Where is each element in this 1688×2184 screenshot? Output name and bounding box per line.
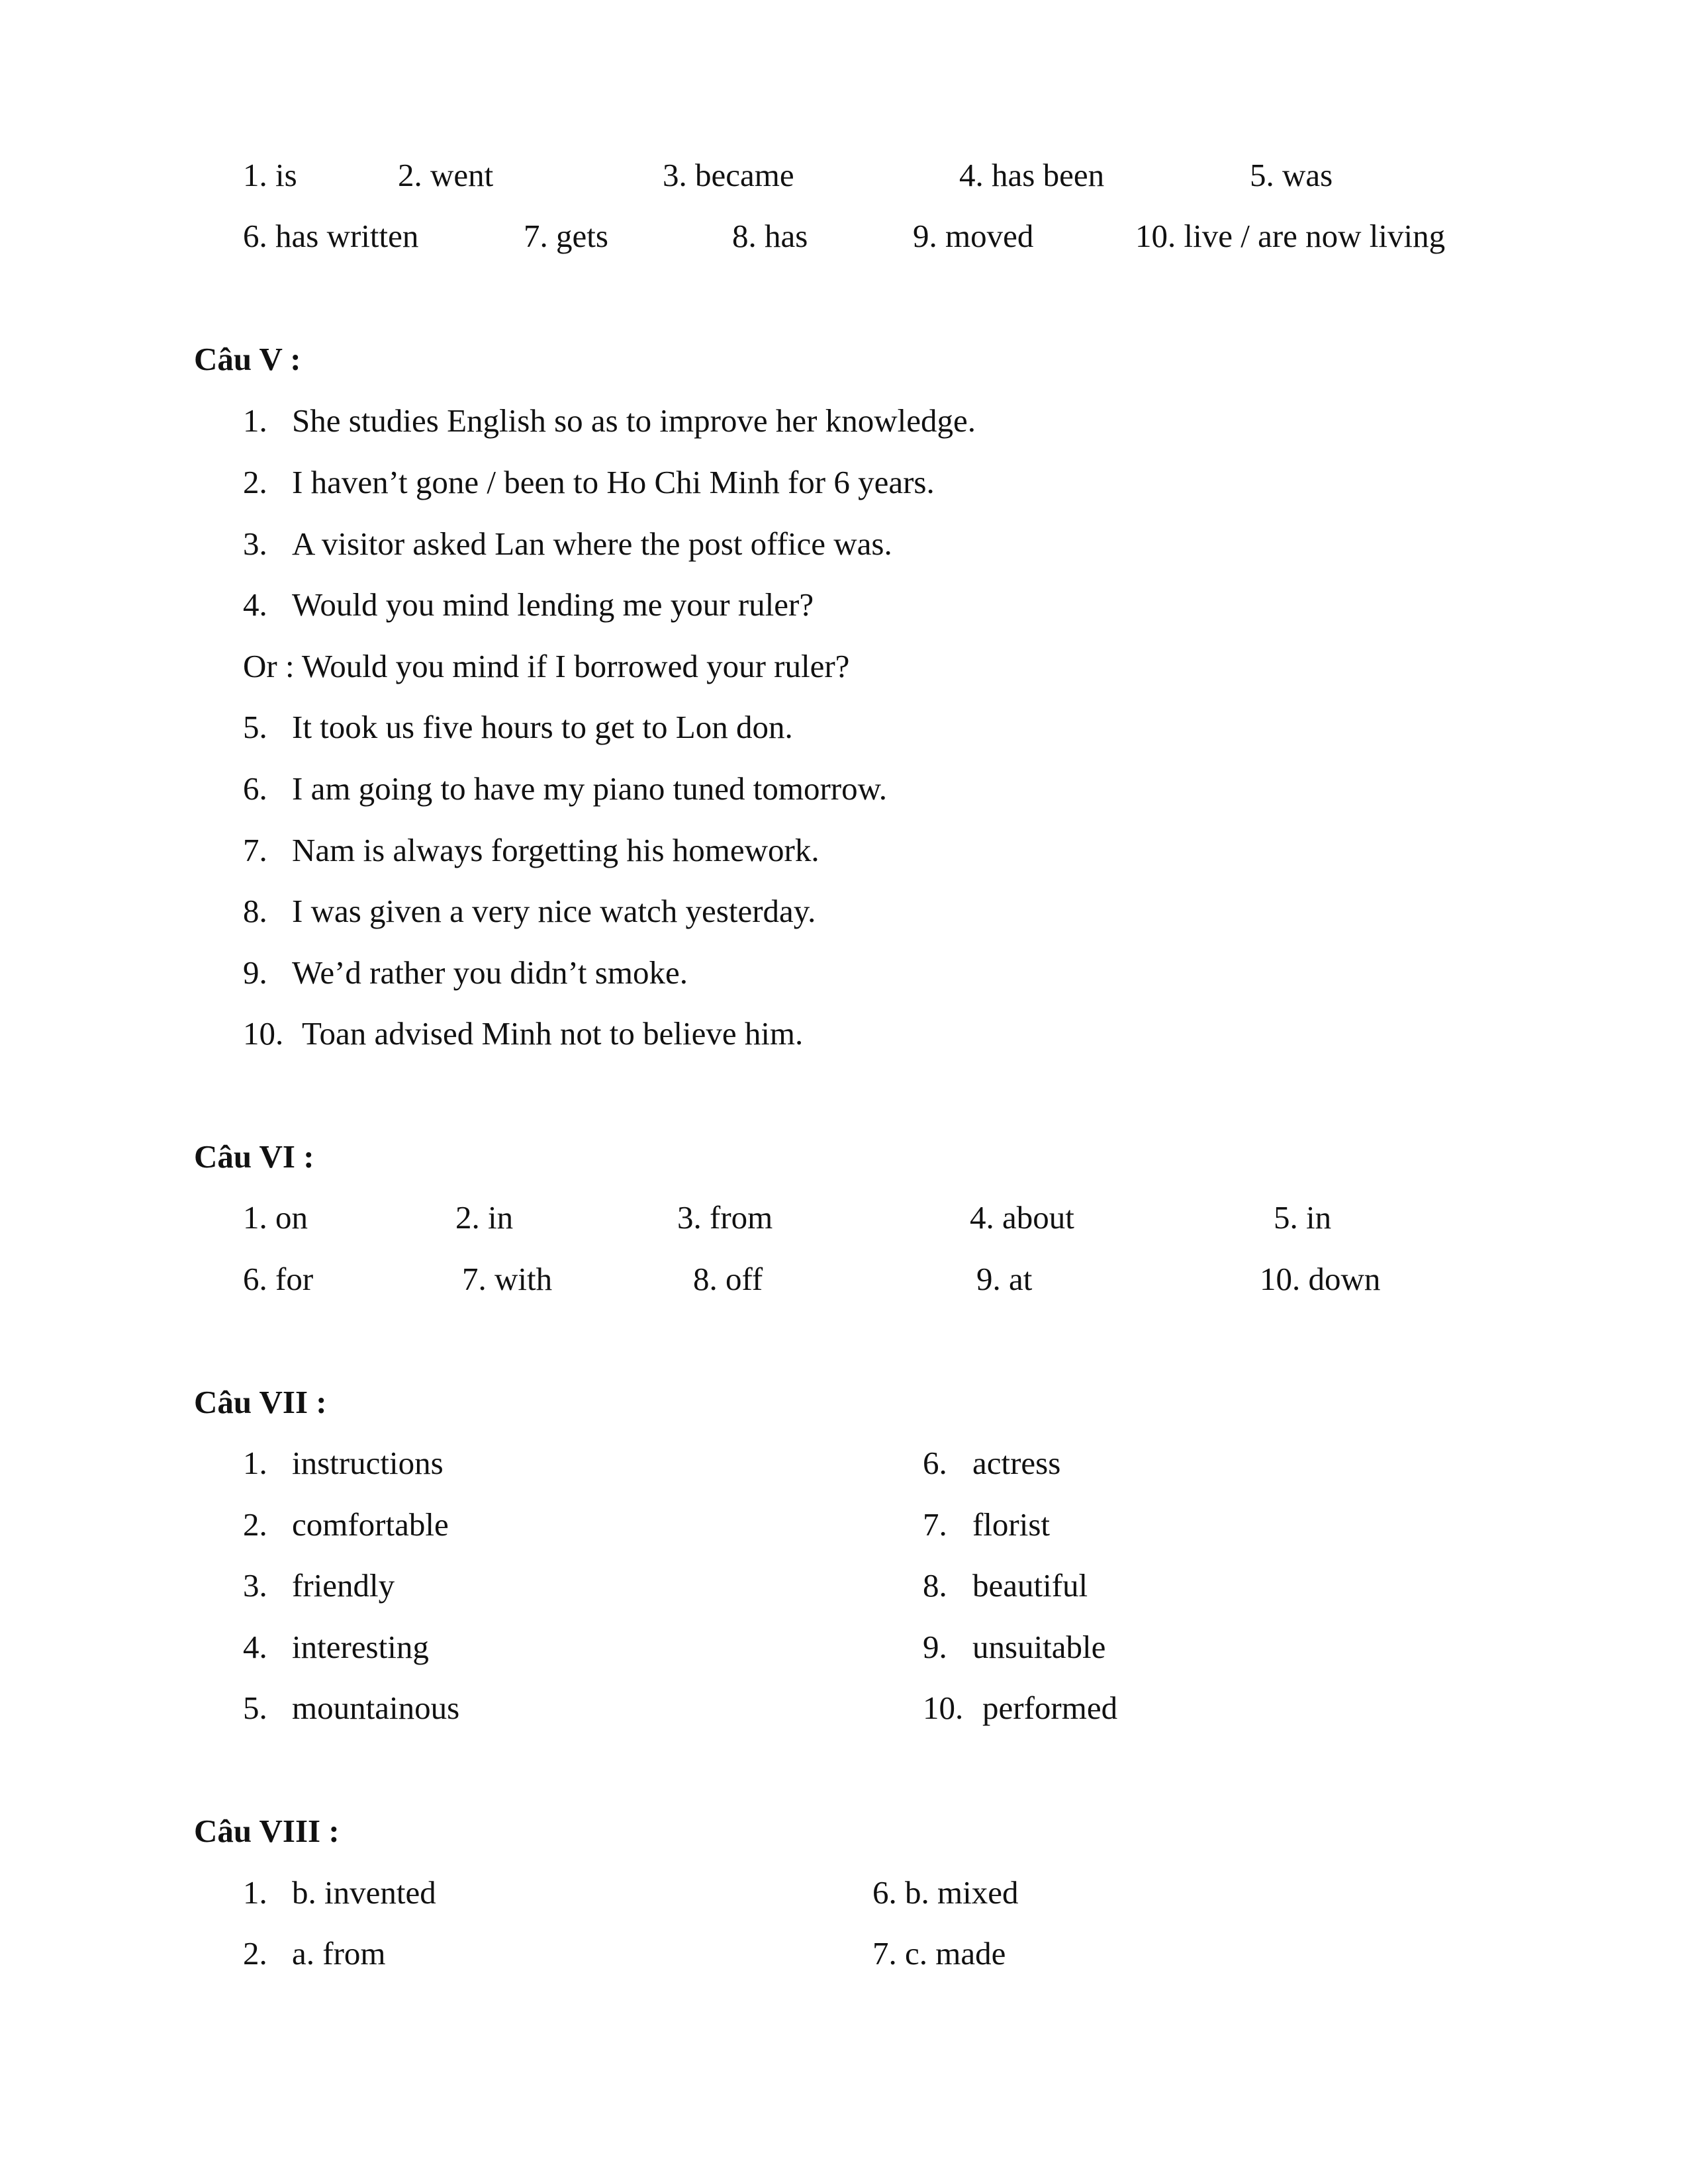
answer-item: 4. has been xyxy=(959,157,1105,193)
item-text: b. invented xyxy=(292,1874,436,1911)
item-number: 9. xyxy=(243,954,267,991)
item-number: 7. xyxy=(243,832,267,868)
answer-item: 5. was xyxy=(1250,157,1333,193)
item-number: 1. xyxy=(243,402,267,439)
item-number: 6. xyxy=(923,1445,947,1481)
answer-item: 8. off xyxy=(693,1261,763,1297)
item-text: Toan advised Minh not to believe him. xyxy=(302,1015,804,1052)
section-heading: Câu VII : xyxy=(194,1384,327,1420)
answer-item: 7. with xyxy=(462,1261,553,1297)
item-text: She studies English so as to improve her knowledge. xyxy=(292,402,976,439)
item-text: instructions xyxy=(292,1445,444,1481)
answer-item: 1. on xyxy=(243,1199,308,1236)
item-number: 6. xyxy=(243,770,267,807)
answer-item: 4. about xyxy=(970,1199,1074,1236)
item-text: I was given a very nice watch yesterday. xyxy=(292,893,816,929)
answer-item: 3. became xyxy=(663,157,794,193)
answer-item: 6. b. mixed xyxy=(872,1874,1019,1911)
answer-item: 6. for xyxy=(243,1261,314,1297)
item-number: 4. xyxy=(243,586,267,623)
item-text: I haven’t gone / been to Ho Chi Minh for 6 years. xyxy=(292,464,935,500)
item-text: Would you mind lending me your ruler? xyxy=(292,586,814,623)
item-text: mountainous xyxy=(292,1690,460,1726)
item-number: 10. xyxy=(923,1690,964,1726)
item-text: It took us five hours to get to Lon don. xyxy=(292,709,793,745)
item-number: 1. xyxy=(243,1874,267,1911)
answer-item: 10. down xyxy=(1260,1261,1381,1297)
section-heading: Câu VI : xyxy=(194,1138,314,1175)
answer-item: 7. c. made xyxy=(872,1935,1006,1972)
answer-item: 1. is xyxy=(243,157,297,193)
item-text: I am going to have my piano tuned tomorrow. xyxy=(292,770,888,807)
answer-item: 8. has xyxy=(732,218,808,254)
alternative-answer: Or : Would you mind if I borrowed your ruler? xyxy=(243,648,850,684)
item-text: florist xyxy=(972,1506,1051,1543)
item-text: interesting xyxy=(292,1629,429,1665)
section-heading: Câu V : xyxy=(194,341,301,377)
item-text: comfortable xyxy=(292,1506,449,1543)
item-number: 1. xyxy=(243,1445,267,1481)
item-text: friendly xyxy=(292,1567,395,1604)
item-text: performed xyxy=(982,1690,1118,1726)
item-number: 8. xyxy=(243,893,267,929)
answer-item: 5. in xyxy=(1274,1199,1332,1236)
answer-item: 9. at xyxy=(976,1261,1033,1297)
answer-item: 6. has written xyxy=(243,218,419,254)
item-number: 4. xyxy=(243,1629,267,1665)
item-number: 5. xyxy=(243,709,267,745)
item-number: 7. xyxy=(923,1506,947,1543)
answer-item: 3. from xyxy=(677,1199,773,1236)
answer-item: 7. gets xyxy=(524,218,608,254)
item-text: A visitor asked Lan where the post office was. xyxy=(292,525,892,562)
item-number: 5. xyxy=(243,1690,267,1726)
answer-item: 9. moved xyxy=(913,218,1034,254)
item-number: 2. xyxy=(243,1506,267,1543)
section-heading: Câu VIII : xyxy=(194,1813,340,1849)
item-text: a. from xyxy=(292,1935,386,1972)
item-text: Nam is always forgetting his homework. xyxy=(292,832,820,868)
item-number: 9. xyxy=(923,1629,947,1665)
answer-item: 2. in xyxy=(455,1199,514,1236)
item-number: 2. xyxy=(243,1935,267,1972)
item-text: beautiful xyxy=(972,1567,1088,1604)
item-number: 8. xyxy=(923,1567,947,1604)
answer-item: 10. live / are now living xyxy=(1135,218,1446,254)
item-text: unsuitable xyxy=(972,1629,1106,1665)
item-text: We’d rather you didn’t smoke. xyxy=(292,954,688,991)
item-number: 2. xyxy=(243,464,267,500)
item-number: 3. xyxy=(243,525,267,562)
item-number: 3. xyxy=(243,1567,267,1604)
item-text: actress xyxy=(972,1445,1061,1481)
answer-item: 2. went xyxy=(398,157,494,193)
item-number: 10. xyxy=(243,1015,284,1052)
